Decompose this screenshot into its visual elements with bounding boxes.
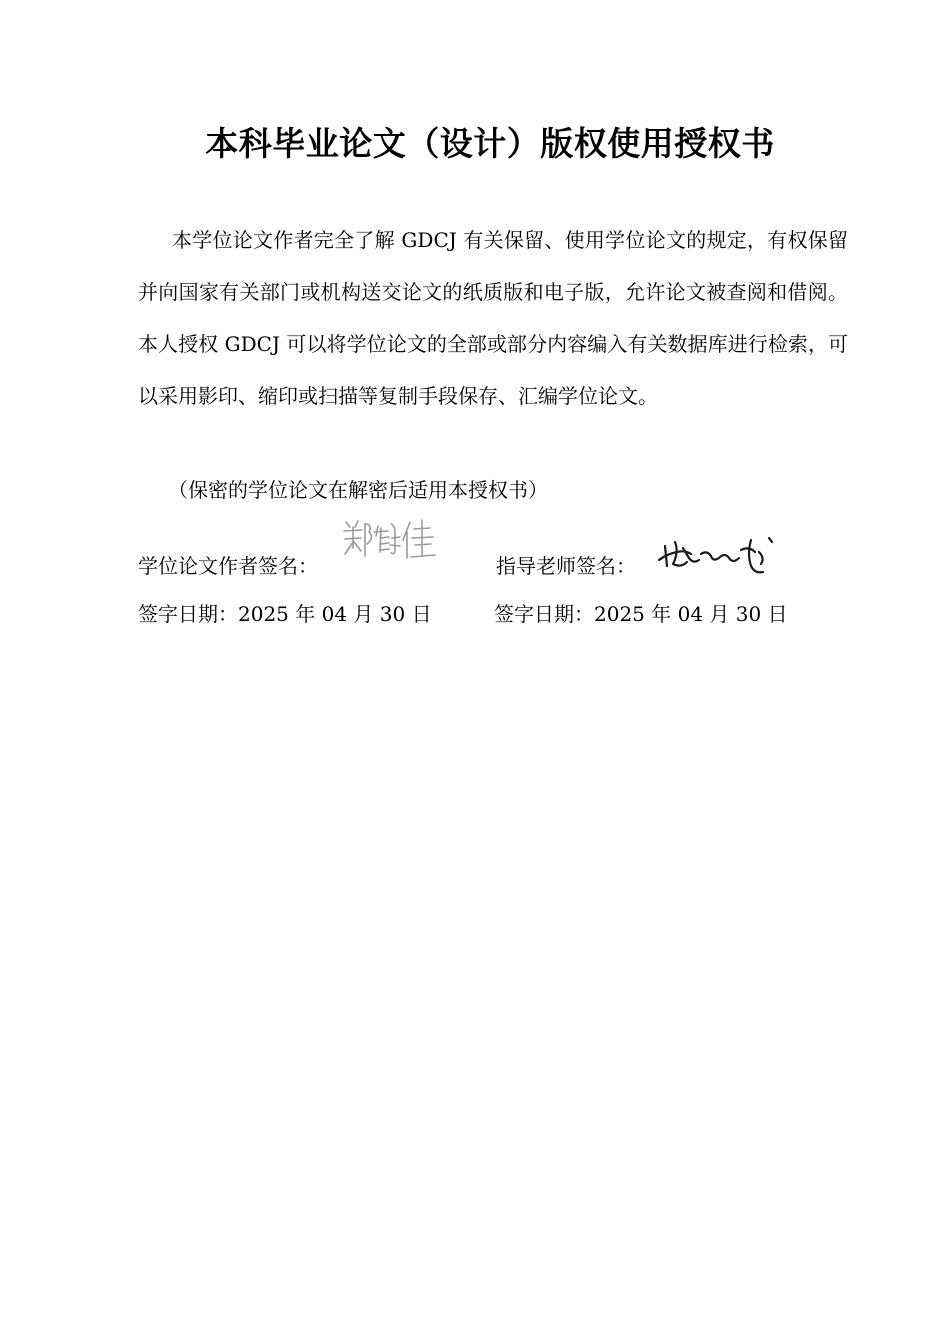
document-title: 本科毕业论文（设计）版权使用授权书 bbox=[205, 124, 775, 163]
advisor-sign-date: 签字日期：2025 年 04 月 30 日 bbox=[494, 602, 788, 626]
confidentiality-note: （保密的学位论文在解密后适用本授权书） bbox=[168, 478, 548, 502]
author-sign-date: 签字日期：2025 年 04 月 30 日 bbox=[138, 602, 432, 626]
authorization-paragraph: 本学位论文作者完全了解 GDCJ 有关保留、使用学位论文的规定，有权保留并向国家有关部门或机构送交论文的纸质版和电子版，允许论文被查阅和借阅。本人授权 GDCJ 可以将学位论文的全部或部分内容编入有关数据库进行检索，可以采用影印、缩印或扫描等复制手段保存、汇编学位论文。 bbox=[138, 228, 848, 408]
advisor-signature-label: 指导老师签名： bbox=[496, 554, 636, 578]
signature-row bbox=[0, 548, 950, 588]
date-row bbox=[0, 596, 950, 636]
author-signature-label: 学位论文作者签名： bbox=[138, 554, 318, 578]
